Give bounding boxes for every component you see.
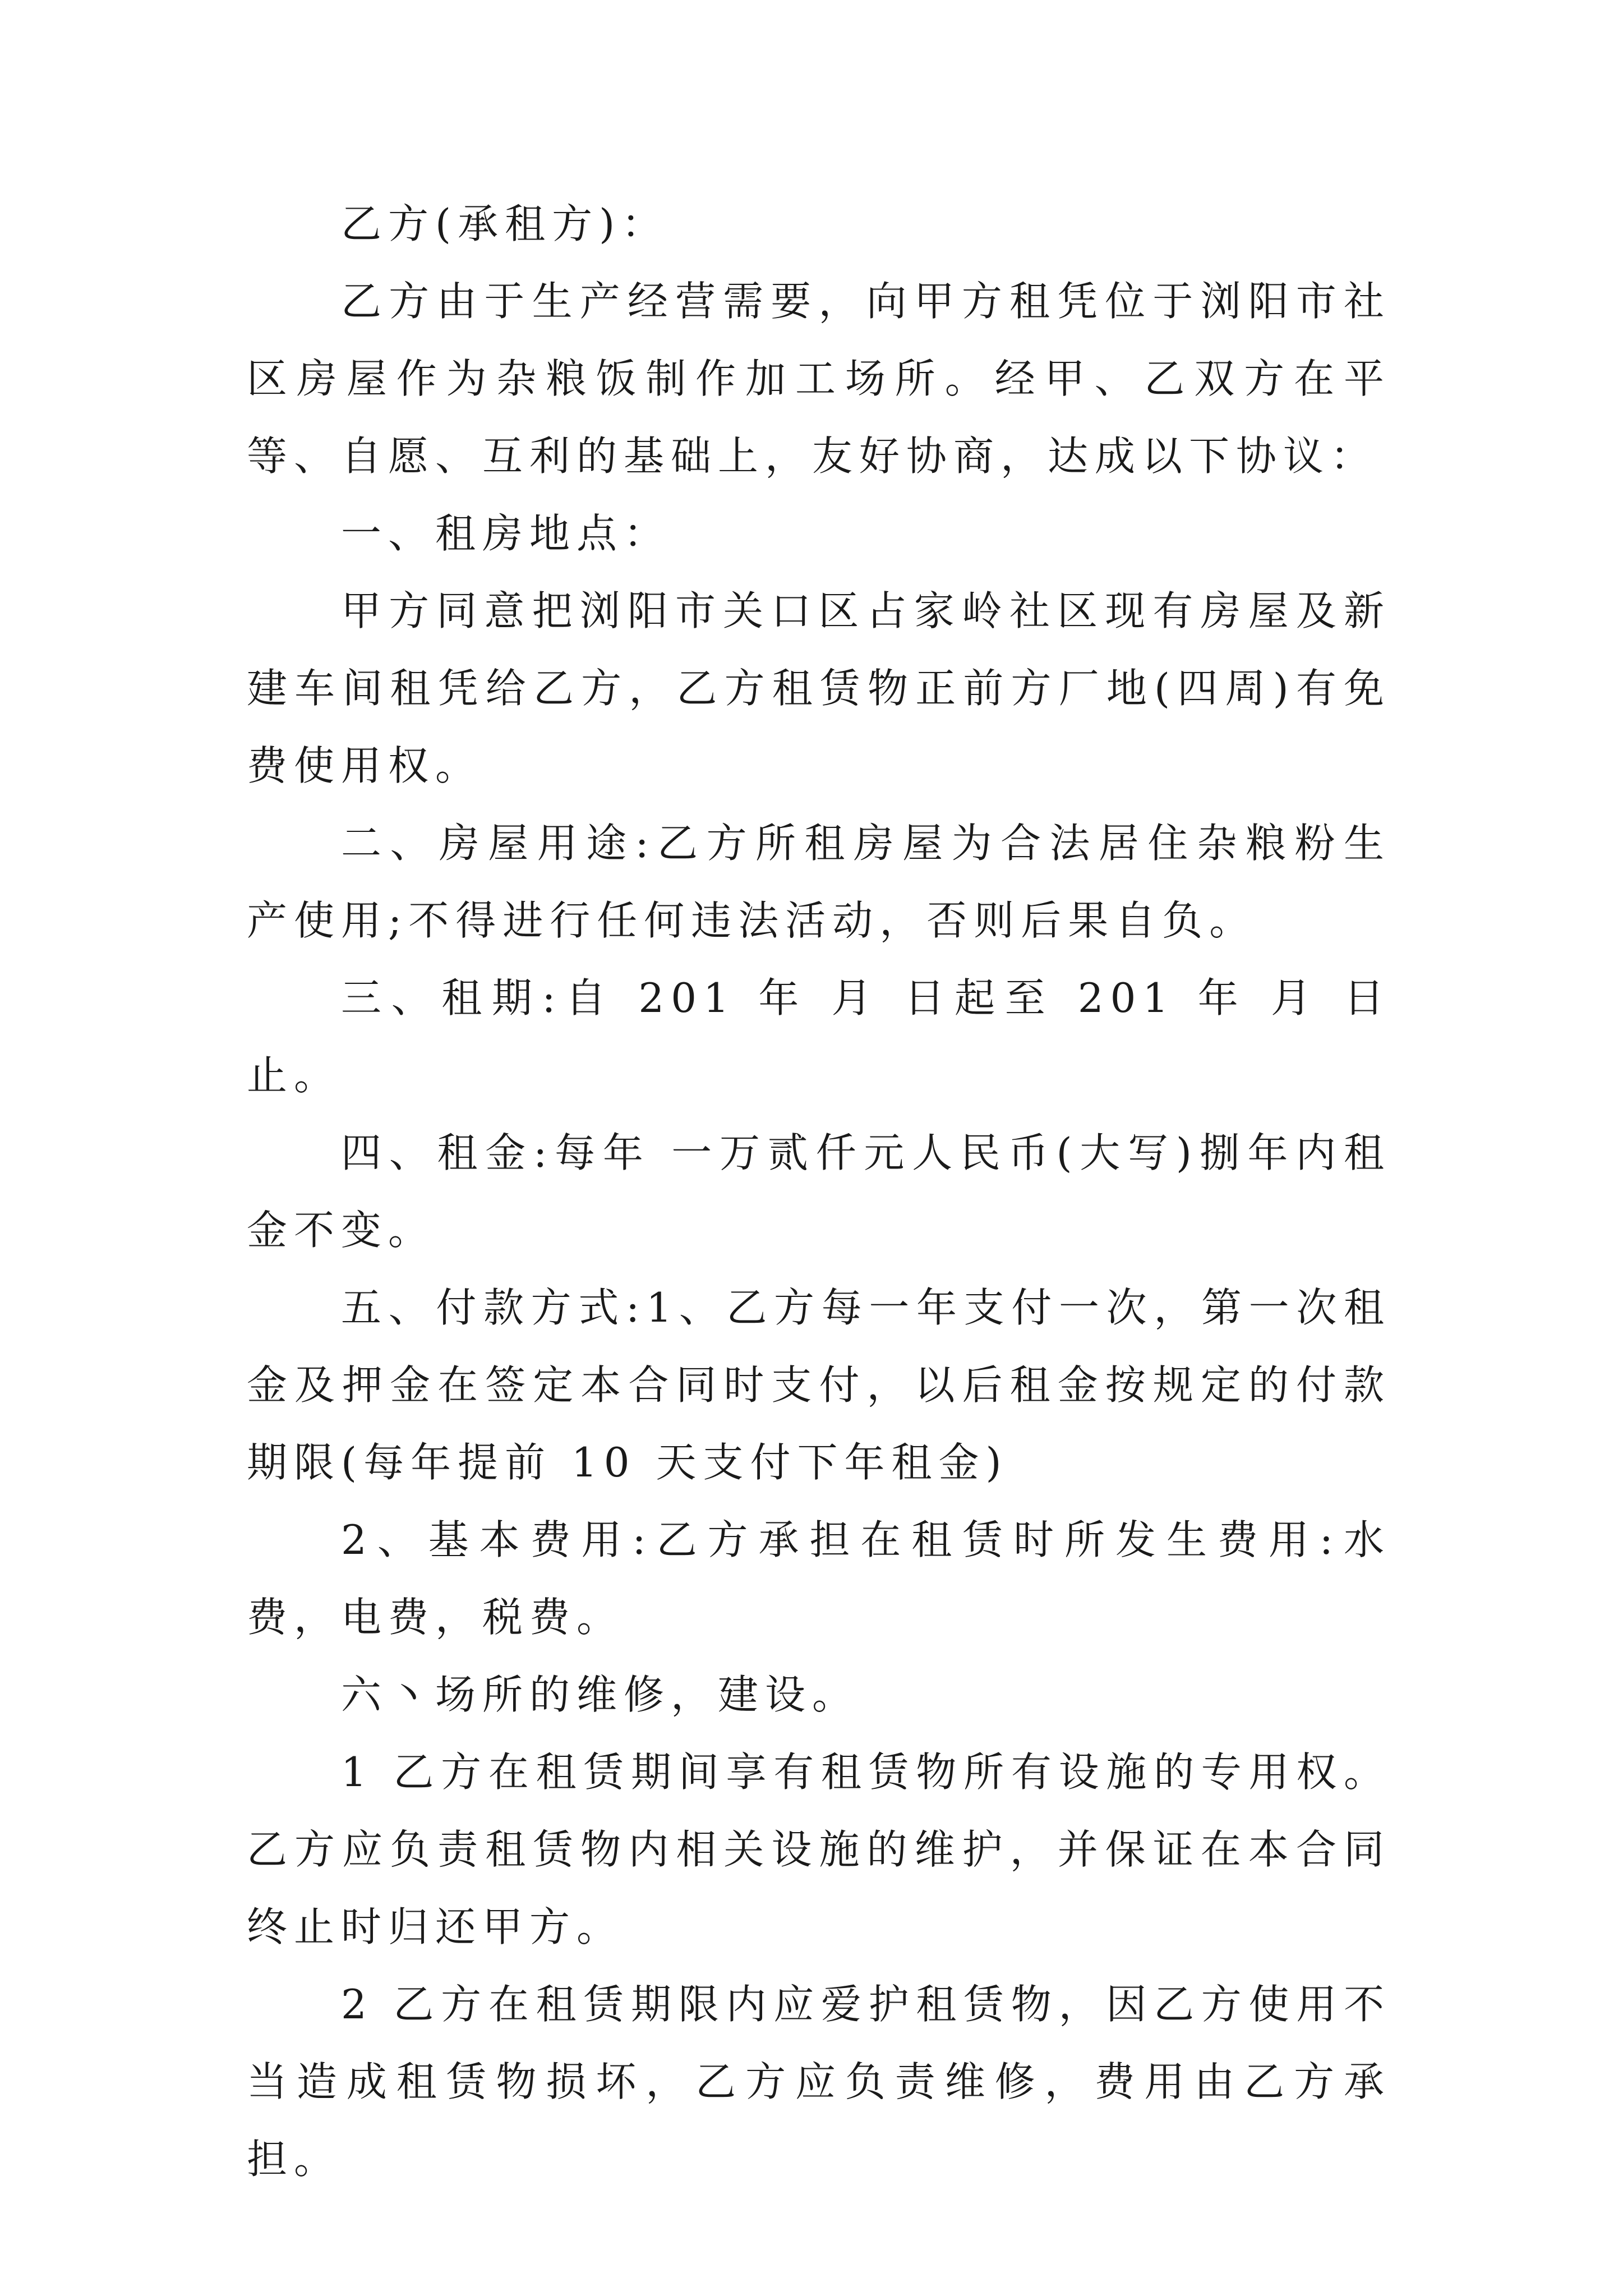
- clause-6-item-1-paragraph: 1 乙方在租赁期间享有租赁物所有设施的专用权。乙方应负责租赁物内相关设施的维护，并保证在本合同终止时归还甲方。: [247, 1749, 1391, 1950]
- clause-6-item-2-paragraph: 2 乙方在租赁期限内应爱护租赁物，因乙方使用不当造成租赁物损坏，乙方应负责维修，费用由乙方承担。: [247, 1981, 1391, 2183]
- clause-5-paragraph: 五、付款方式:1、乙方每一年支付一次，第一次租金及押金在签定本合同时支付，以后租金按规定的付款期限(每年提前 10 天支付下年租金): [247, 1284, 1391, 1486]
- party-b-heading: 乙方(承租方)：: [341, 200, 669, 247]
- clause-1-heading: 一、租房地点：: [341, 510, 671, 557]
- clause-5-item-2-paragraph: 2、基本费用:乙方承担在租赁时所发生费用:水费，电费，税费。: [247, 1516, 1391, 1641]
- clause-6-heading: 六丶场所的维修，建设。: [341, 1671, 860, 1718]
- clause-1-paragraph: 甲方同意把浏阳市关口区占家岭社区现有房屋及新建车间租凭给乙方，乙方租赁物正前方厂地(四周)有免费使用权。: [247, 587, 1391, 789]
- clause-3-paragraph: 三、租期:自 201 年 月 日起至 201 年 月 日止。: [247, 974, 1391, 1099]
- clause-2-paragraph: 二、房屋用途:乙方所租房屋为合法居住杂粮粉生产使用;不得进行任何违法活动，否则后果自负。: [247, 820, 1391, 944]
- clause-4-paragraph: 四、租金:每年 一万贰仟元人民币(大写)捌年内租金不变。: [247, 1129, 1391, 1254]
- document-body: [247, 185, 1391, 2198]
- preamble-paragraph: 乙方由于生产经营需要，向甲方租凭位于浏阳市社区房屋作为杂粮饭制作加工场所。经甲、乙双方在平等、自愿、互利的基础上，友好协商，达成以下协议：: [247, 278, 1391, 480]
